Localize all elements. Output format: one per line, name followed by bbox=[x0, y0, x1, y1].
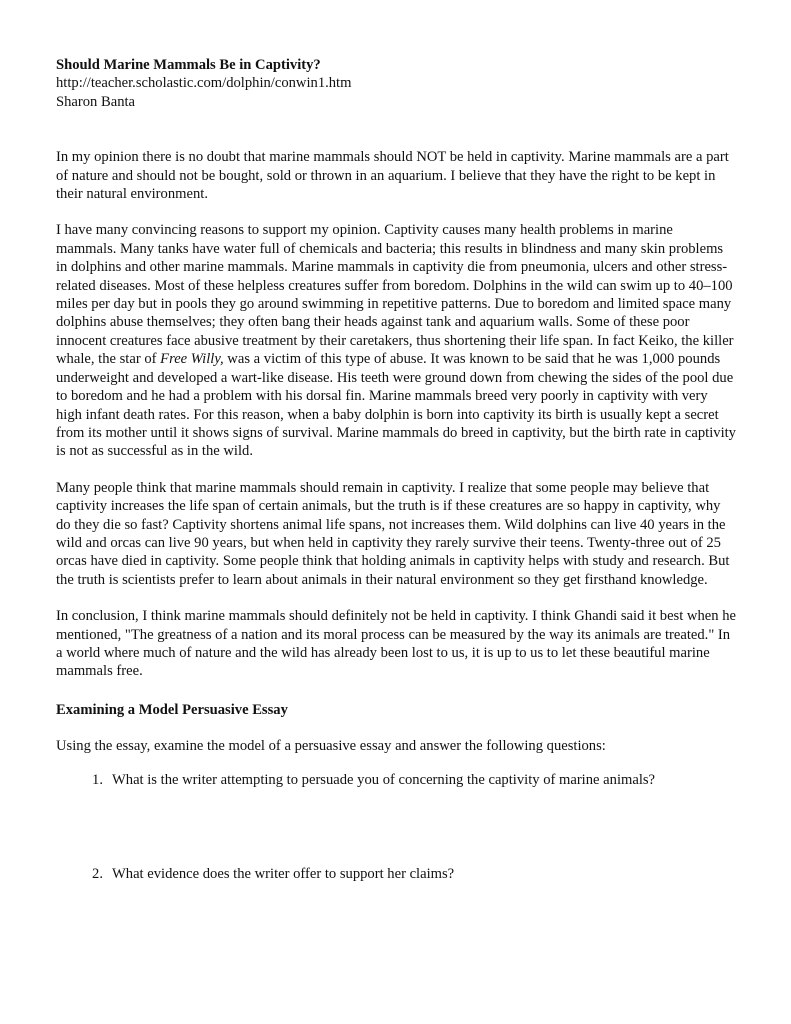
answer-space[interactable] bbox=[56, 789, 736, 865]
question-list bbox=[56, 771, 736, 884]
essay-paragraph-4: In conclusion, I think marine mammals should definitely not be held in captivity. I think Ghandi said it best when he mentioned, "The greatness of a nation and its moral process can be measured by the way its animals are treated." In a world where much of nature and the wild has already been lost to us, it is up to us to let these beautiful marine mammals free. bbox=[56, 608, 736, 680]
essay-paragraph-2-part-a: I have many convincing reasons to support my opinion. Captivity causes many health problems in marine mammals. Many tanks have water full of chemicals and bacteria; this results in blindness and many skin problems in dolphins and other marine mammals. Marine mammals in captivity die from pneumonia, ulcers and other stress-related diseases. Most of these helpless creatures suffer from boredom. Dolphins in the wild can swim up to 40–100 miles per day but in pools they go around swimming in repetitive patterns. Due to boredom and limited space many dolphins abuse themselves; they often bang their heads against tank and aquarium walls. Some of these poor innocent creatures face abusive treatment by their caretakers, thus shortening their life span. In fact Keiko, the killer whale, the star of bbox=[56, 222, 734, 368]
essay-paragraph-2 bbox=[56, 221, 736, 460]
film-title-italic: Free Willy, bbox=[160, 351, 224, 368]
question-number: 1. bbox=[92, 771, 103, 788]
question-text: What is the writer attempting to persuade you of concerning the captivity of marine animals? bbox=[112, 771, 656, 788]
question-item bbox=[56, 865, 736, 883]
worksheet-instructions: Using the essay, examine the model of a persuasive essay and answer the following questions: bbox=[56, 738, 606, 755]
worksheet-heading: Examining a Model Persuasive Essay bbox=[56, 701, 288, 718]
essay-body bbox=[56, 148, 736, 681]
question-text: What evidence does the writer offer to support her claims? bbox=[112, 866, 455, 882]
question-item bbox=[56, 771, 736, 789]
document-title: Should Marine Mammals Be in Captivity? bbox=[56, 57, 321, 73]
essay-paragraph-1: In my opinion there is no doubt that marine mammals should NOT be held in captivity. Marine mammals are a part of nature and should not be bought, sold or thrown in an aquarium. I believe that they have the right to be kept in their natural environment. bbox=[56, 149, 729, 203]
essay-paragraph-3: Many people think that marine mammals should remain in captivity. I realize that some people may believe that captivity increases the life span of certain animals, but the truth is if these creatures are so happy in captivity, why do they die so fast? Captivity shortens animal life spans, not increases them. Wild dolphins can live 40 years in the wild and orcas can live 90 years, but when held in captivity they rarely survive their teens. Twenty-three out of 25 orcas have died in captivity. Some people think that holding animals in captivity helps with study and research. But the truth is scientists prefer to learn about animals in their natural environment so they get firsthand knowledge. bbox=[56, 479, 730, 588]
document-header bbox=[56, 56, 736, 111]
question-number: 2. bbox=[92, 866, 103, 882]
document-page bbox=[56, 56, 736, 883]
author-name: Sharon Banta bbox=[56, 93, 136, 110]
source-url: http://teacher.scholastic.com/dolphin/conwin1.htm bbox=[56, 75, 352, 92]
essay-paragraph-2-part-b: was a victim of this type of abuse. It was known to be said that he was 1,000 pounds underweight and developed a wart-like disease. His teeth were ground down from chewing the sides of the pool due to boredom and he had a problem with his dorsal fin. Marine mammals breed very poorly in captivity with very high infant death rates. For this reason, when a baby dolphin is born into captivity its birth is usually kept a secret from its mother until it shows signs of survival. Marine mammals do breed in captivity, but the birth rate in captivity is not as successful as in the wild. bbox=[56, 351, 736, 460]
